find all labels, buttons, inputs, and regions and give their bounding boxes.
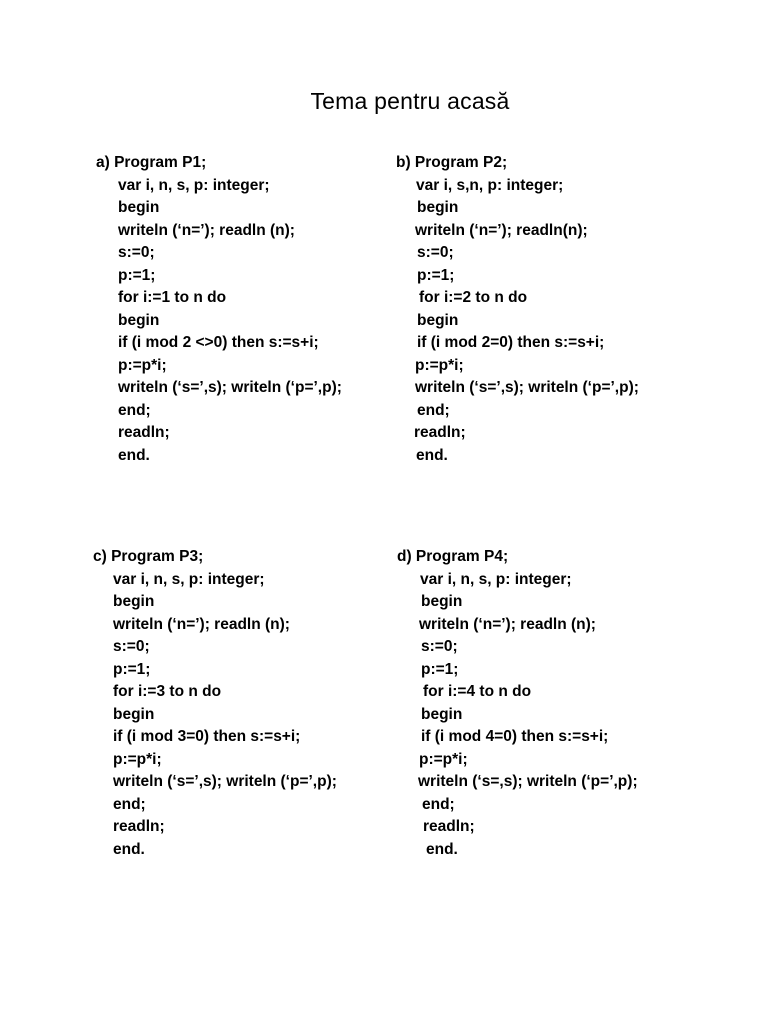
code-line: begin [118, 199, 160, 216]
code-line: p:=p*i; [113, 750, 162, 768]
code-line: p:=p*i; [419, 750, 468, 768]
code-line: begin [113, 705, 155, 723]
code-line: begin [118, 311, 160, 329]
code-line: end. [118, 446, 150, 464]
code-line: var i, n, s, p: integer; [420, 570, 572, 588]
code-line: p:=1; [113, 660, 151, 678]
code-line: readln; [423, 818, 475, 835]
page-title: Tema pentru acasă [310, 88, 510, 114]
code-line: end. [113, 840, 145, 858]
code-line: s:=0; [118, 244, 155, 261]
code-line: p:=1; [118, 266, 156, 284]
program-block-p1 [96, 152, 342, 467]
code-line: end. [426, 840, 458, 858]
code-line: p:=1; [417, 266, 455, 284]
code-line: readln; [113, 818, 165, 835]
code-line: var i, n, s, p: integer; [113, 570, 265, 588]
code-line: writeln (‘n=’); readln (n); [118, 221, 295, 239]
program-block-p3 [93, 546, 337, 861]
code-line: begin [417, 311, 459, 329]
code-line: begin [421, 705, 463, 723]
code-line: for i:=3 to n do [113, 683, 222, 700]
code-line: writeln (‘s=,s); writeln (‘p=’,p); [418, 773, 638, 790]
program-heading: a) Program P1; [96, 154, 207, 171]
code-line: writeln (‘n=’); readln (n); [113, 615, 290, 633]
program-heading: d) Program P4; [397, 548, 509, 565]
code-line: end. [416, 446, 448, 464]
code-line: if (i mod 2 <>0) then s:=s+i; [118, 334, 319, 351]
code-line: for i:=1 to n do [118, 289, 227, 306]
program-block-p4 [397, 546, 638, 861]
code-line: if (i mod 2=0) then s:=s+i; [417, 334, 605, 351]
code-line: for i:=2 to n do [419, 289, 528, 306]
code-line: end; [422, 795, 455, 813]
code-line: s:=0; [113, 638, 150, 655]
code-line: writeln (‘s=’,s); writeln (‘p=’,p); [113, 773, 337, 790]
code-line: begin [417, 199, 459, 216]
code-line: if (i mod 4=0) then s:=s+i; [421, 728, 609, 745]
program-heading: b) Program P2; [396, 154, 508, 171]
code-line: p:=1; [421, 660, 459, 678]
code-line: writeln (‘n=’); readln(n); [415, 221, 588, 239]
code-line: readln; [118, 424, 170, 441]
code-line: end; [417, 401, 450, 419]
code-line: p:=p*i; [118, 356, 167, 374]
code-line: for i:=4 to n do [423, 683, 532, 700]
code-line: if (i mod 3=0) then s:=s+i; [113, 728, 301, 745]
code-line: readln; [414, 424, 466, 441]
code-line: begin [113, 593, 155, 610]
code-line: var i, s,n, p: integer; [416, 176, 564, 194]
code-line: begin [421, 593, 463, 610]
program-heading: c) Program P3; [93, 548, 204, 565]
code-line: writeln (‘n=’); readln (n); [419, 615, 596, 633]
code-line: writeln (‘s=’,s); writeln (‘p=’,p); [415, 379, 639, 396]
code-line: end; [113, 795, 146, 813]
program-block-p2 [396, 152, 639, 467]
code-line: s:=0; [421, 638, 458, 655]
code-line: s:=0; [417, 244, 454, 261]
code-line: writeln (‘s=’,s); writeln (‘p=’,p); [118, 379, 342, 396]
code-line: p:=p*i; [415, 356, 464, 374]
code-line: end; [118, 401, 151, 419]
code-line: var i, n, s, p: integer; [118, 176, 270, 194]
